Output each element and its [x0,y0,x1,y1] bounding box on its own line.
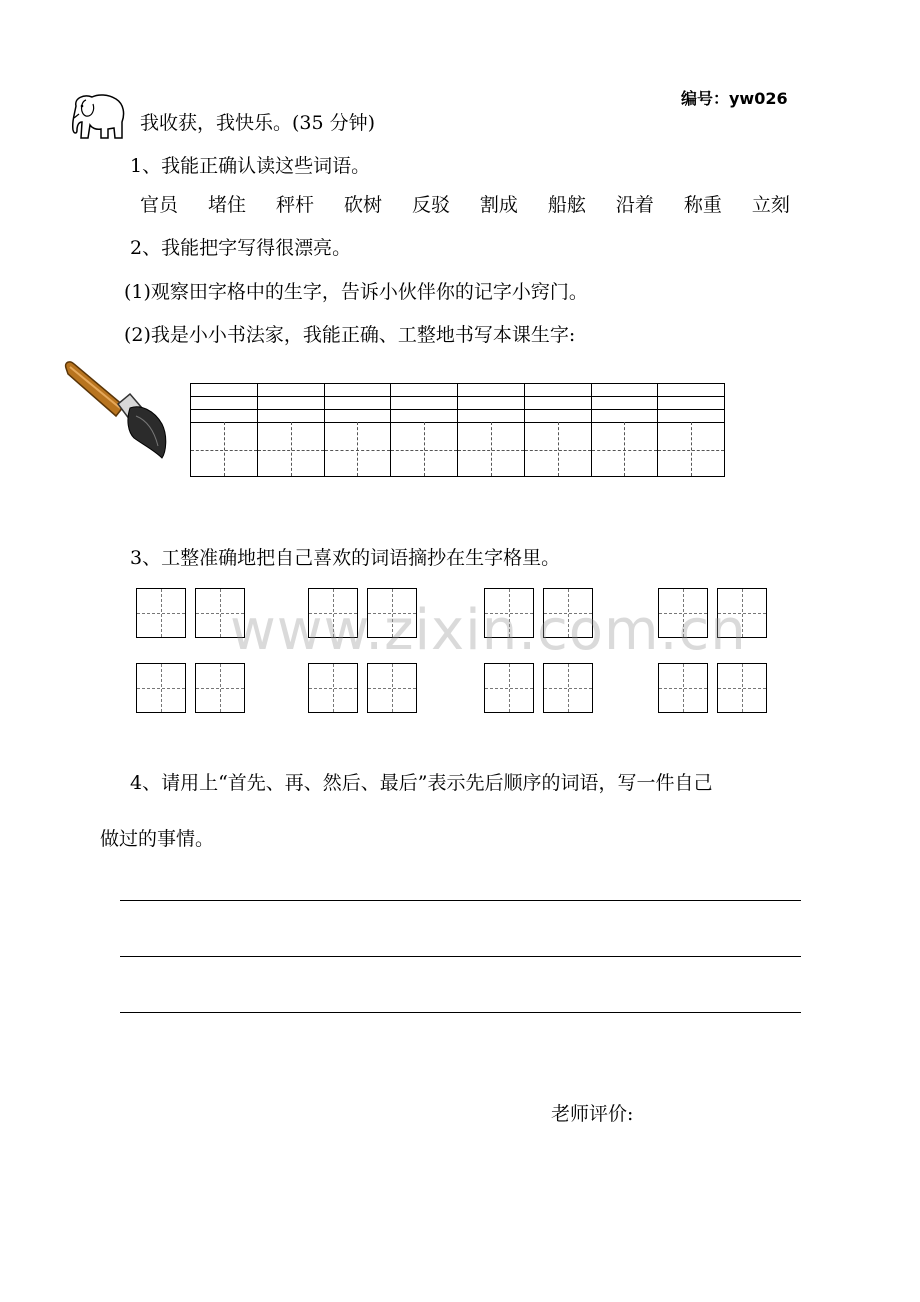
elephant-icon [68,92,128,144]
question-1: 1、我能正确认读这些词语。 [130,155,371,177]
answer-line[interactable] [120,956,801,957]
paint-brush-icon [62,358,172,460]
grid-column[interactable] [191,384,258,476]
question-2-2: (2)我是小小书法家，我能正确、工整地书写本课生字: [124,324,576,346]
grid-column[interactable] [458,384,525,476]
question-2-1: (1)观察田字格中的生字，告诉小伙伴你的记字小窍门。 [124,281,588,303]
word-item: 秤杆 [275,194,314,216]
word-item: 割成 [479,194,518,216]
teacher-evaluation-label: 老师评价: [551,1103,634,1125]
grid-column[interactable] [658,384,724,476]
serial-number: 编号：yw026 [681,89,788,108]
word-item: 称重 [683,194,722,216]
section-title: 我收获，我快乐。(35 分钟) [140,112,376,134]
grid-column[interactable] [325,384,392,476]
question-4-line-1: 4、请用上“首先、再、然后、最后”表示先后顺序的词语，写一件自己 [130,772,713,794]
grid-column[interactable] [391,384,458,476]
word-item: 官员 [140,194,179,216]
char-box[interactable] [136,588,186,638]
question-3: 3、工整准确地把自己喜欢的词语摘抄在生字格里。 [130,547,561,569]
word-item: 立刻 [751,194,790,216]
answer-line[interactable] [120,1012,801,1013]
word-list [140,190,790,217]
word-item: 砍树 [343,194,382,216]
watermark: www.zixin.com.cn [230,598,747,663]
grid-column[interactable] [525,384,592,476]
word-item: 船舷 [547,194,586,216]
grid-column[interactable] [592,384,659,476]
question-2: 2、我能把字写得很漂亮。 [130,237,352,259]
char-box[interactable] [195,663,245,713]
char-box[interactable] [308,663,358,713]
writing-practice-grid[interactable] [190,383,725,477]
char-box[interactable] [717,663,767,713]
char-box[interactable] [136,663,186,713]
word-item: 沿着 [615,194,654,216]
grid-column[interactable] [258,384,325,476]
char-box[interactable] [543,663,593,713]
answer-line[interactable] [120,900,801,901]
char-box[interactable] [484,663,534,713]
word-item: 堵住 [207,194,246,216]
char-box[interactable] [367,663,417,713]
word-item: 反驳 [411,194,450,216]
question-4-line-2: 做过的事情。 [100,828,215,850]
char-box[interactable] [658,663,708,713]
